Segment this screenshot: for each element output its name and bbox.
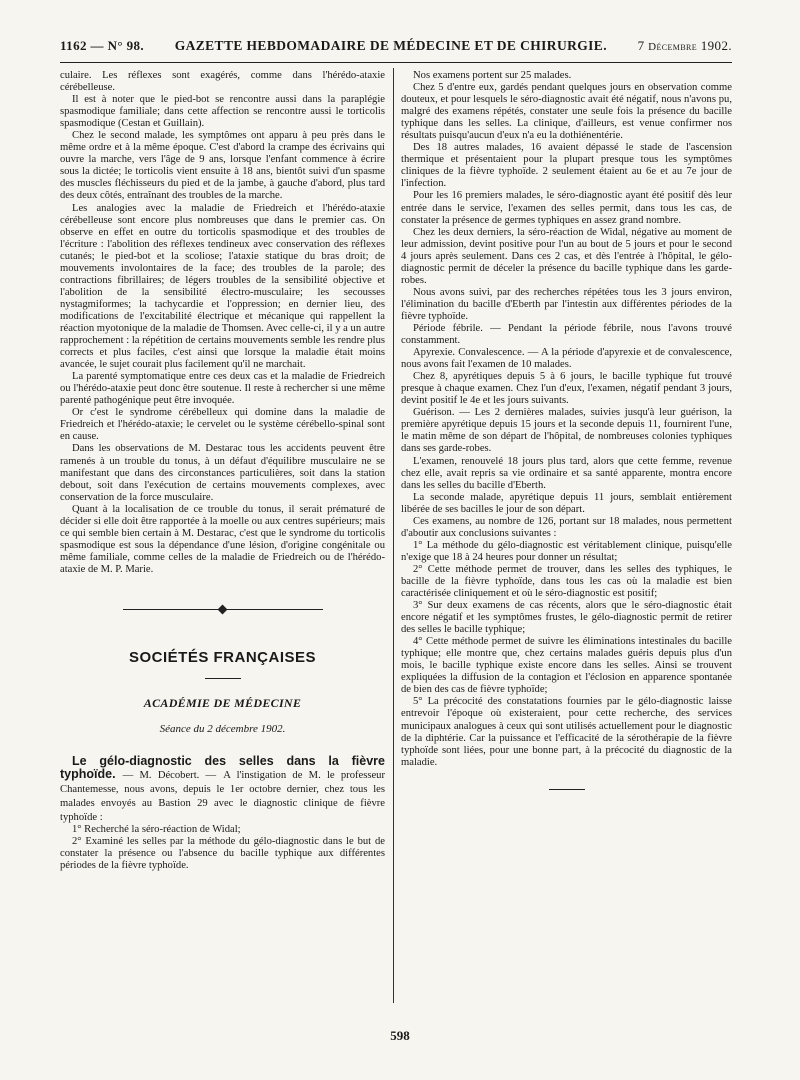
paragraph: L'examen, renouvelé 18 jours plus tard, alors que cette femme, revenue chez elle, avait repris sa vie ordinaire et sa santé apparente, montra encore dans les selles du bacille d'Eberth. [401,455,732,491]
paragraph: Période fébrile. — Pendant la période fébrile, nous l'avons trouvé constamment. [401,322,732,347]
paragraph: Or c'est le syndrome cérébelleux qui domine dans la maladie de Friedreich et l'hérédo-ataxie; le cervelet ou le système cérébello-spinal sont en cause. [60,407,385,443]
paragraph: Nous avons suivi, par des recherches répétées tous les 3 jours environ, l'élimination du bacille d'Eberth par l'intestin aux différentes périodes de la fièvre typhoïde. [401,286,732,322]
paragraph: Les analogies avec la maladie de Friedreich et l'hérédo-ataxie cérébelleuse sont encore plus nombreuses que dans le premier cas. On observe en effet en outre du torticolis spasmodique et des troubles de l'écriture : l'abolition des réflexes tendineux avec conservation des réflexes cutanés; le pied-bot et la scoliose; l'ataxie statique du bras droit; de mouvements involontaires de la face; des troubles de la parole; des contractions fibrillaires; de légers troubles de la sensibilité objective et l'abolition de la sensibilité électro-musculaire; les secousses nystagmiformes; la tachycardie et l'oppression; en dernier lieu, des modifications de l'excitabilité électrique et mécanique qui rappellent la réaction myotonique de la maladie de Thomsen. Avec celle-ci, il y a un autre rapprochement : la répétition de certains mouvements semble les rendre plus corrects et plus faciles, c'est ainsi que lorsque la maladie était moins avancée, le sujet courait plus facilement qu'il ne marchait. [60,202,385,371]
header-page-issue: 1162 — N° 98. [60,38,145,53]
paragraph: 1° La méthode du gélo-diagnostic est véritablement clinique, puisqu'elle n'exige que 18 à 24 heures pour donner un résultat; [401,539,732,563]
paragraph: Pour les 16 premiers malades, le séro-diagnostic ayant été positif dès leur entrée dans le service, l'examen des selles permit, dans tous les cas, de constater la présence de germes typhiques en assez grand nombre. [401,190,732,226]
paragraph: Ces examens, au nombre de 126, portant sur 18 malades, nous permettent d'aboutir aux conclusions suivantes : [401,515,732,539]
paragraph: Des 18 autres malades, 16 avaient dépassé le stade de l'ascension thermique et présentaient pour la plupart presque tous les symptômes cliniques de la fièvre typhoïde. 2 seulement étaient au 6e et au 7e jour de l'infection. [401,142,732,190]
paragraph: Apyrexie. Convalescence. — A la période d'apyrexie et de convalescence, nous avons fait l'examen de 10 malades. [401,347,732,371]
paragraph: 1° Recherché la séro-réaction de Widal; [72,824,241,836]
paragraph: Chez le second malade, les symptômes ont apparu à peu près dans le même ordre et à la même époque. C'est d'abord la crampe des écrivains qui ouvre la marche, vers l'âge de 9 ans, lorsque l'enfant commence à écrire sous la dictée; le torticolis vient ensuite à 18 ans, bientôt suivi d'un spasme des muscles fléchisseurs du pied et de la jambe, à gauche d'abord, plus tard des deux côtés, entraînant des troubles de la marche. [60,130,385,202]
paragraph: Guérison. — Les 2 dernières malades, suivies jusqu'à leur guérison, la première apyrétique depuis 15 jours et la seconde depuis 11, fournirent l'une, le matin même de son départ de l'hôpital, de nombreuses colonies typhiques dans ses garde-robes. [401,407,732,455]
right-column [401,70,732,790]
paragraph: Chez 5 d'entre eux, gardés pendant quelques jours en observation comme douteux, et pour lesquels le séro-diagnostic avait été négatif, nous n'avons pu, malgré des examens répétés, constater une seule fois la présence du bacille typhique dans les selles. La clinique, d'ailleurs, est venue confirmer nos résultats puisqu'aucun d'eux n'a eu la dothiénentérie. [401,82,732,142]
column-divider [393,68,394,1003]
academy-title: ACADÉMIE DE MÉDECINE [143,696,302,711]
session-date: Séance du 2 décembre 1902. [159,723,286,736]
paragraph: Quant à la localisation de ce trouble du tonus, il serait prématuré de décider si elle doit être rapportée à la moelle ou aux centres supérieurs; mais ce qui semble bien certain à M. Destarac, c'est que le syndrome du torticolis spasmodique est sous la dépendance d'une lésion, d'origine congénitale ou même familiale, comme celles de la maladie de Friedreich ou de l'hérédo-ataxie de M. P. Marie. [60,503,385,575]
header-date-month: Décembre [648,41,698,53]
paragraph: La parenté symptomatique entre ces deux cas et la maladie de Friedreich ou l'hérédo-ataxie peut donc être soutenue. Il reste à rechercher si une même parenté pathogénique peut être invoquée. [60,371,385,407]
paragraph: Chez 8, apyrétiques depuis 5 à 6 jours, le bacille typhique fut trouvé presque à chaque examen. Chez l'un d'eux, l'examen, négatif pendant 3 jours, devint positif le 4e et les jours suivants. [401,371,732,407]
paragraph: La seconde malade, apyrétique depuis 11 jours, semblait entièrement libérée de ses bacilles le jour de son départ. [401,491,732,515]
section-title: SOCIÉTÉS FRANÇAISES [128,648,317,666]
page-number: 598 [390,1028,410,1043]
left-column [60,70,385,872]
header-rule [60,62,732,63]
header-date [638,38,732,54]
header-date-day: 7 [637,38,645,53]
header-date-year: 1902. [700,38,732,53]
paragraph: Il est à noter que le pied-bot se rencontre aussi dans la paraplégie spasmodique familiale; dans cette affection se rencontre aussi le torticolis spasmodique (Cestan et Guillain). [60,94,385,130]
paragraph: Chez les deux derniers, la séro-réaction de Widal, négative au moment de leur admission, devint positive pour l'un au bout de 5 jours et pour le second 4 jours après seulement. Dans ces 2 cas, et dès l'entrée à l'hôpital, le gélo-diagnostic permit de déceler la présence du bacille typhique dans les garde-robes. [401,226,732,286]
paragraph: culaire. Les réflexes sont exagérés, comme dans l'hérédo-ataxie cérébelleuse. [60,70,385,94]
paragraph: 3° Sur deux examens de cas récents, alors que le séro-diagnostic était encore négatif et les symptômes frustes, le gélo-diagnostic permit de retirer des selles le bacille typhique; [401,600,732,636]
end-rule [549,789,585,790]
running-header [60,38,732,58]
paragraph: Nos examens portent sur 25 malades. [413,70,572,81]
paragraph: 4° Cette méthode permet de suivre les éliminations intestinales du bacille typhique; elle montre que, chez certains malades guéris depuis plus d'un mois, le bacille typhique existe encore dans les selles. Ainsi se trouvent expliquées la diffusion de la contagion et l'éclosion en apparence spontanée de bien des cas de fièvre typhoïde; [401,636,732,696]
article-author: — M. Décobert. — [122,770,217,782]
article-title: Le gélo-diagnostic des selles dans la fièvre typhoïde. [60,754,385,782]
ornamental-divider [123,606,323,614]
header-journal-title: GAZETTE HEBDOMADAIRE DE MÉDECINE ET DE CHIRURGIE. [174,38,607,53]
paragraph: 5° La précocité des constatations fournies par le gélo-diagnostic laisse entrevoir l'époque où existeraient, pour cette recherche, des services municipaux analogues à ceux qui sont utilisés actuellement pour le diagnostic de la diphtérie. Car la puissance et l'efficacité de la sérothérapie de la fièvre typhoïde sont liées, pour une bonne part, à la précocité du diagnostic de la maladie. [401,696,732,768]
paragraph: 2° Examiné les selles par la méthode du gélo-diagnostic dans le but de constater la présence ou l'absence du bacille typhique aux différentes périodes de la fièvre typhoïde. [60,836,385,872]
article-intro: A l'instigation de M. le professeur Chantemesse, nous avons, depuis le 1er octobre dernier, chez tous les malades envoyés au Bastion 29 avec le diagnostic clinique de fièvre typhoïde : [60,770,386,824]
paragraph: 2° Cette méthode permet de trouver, dans les selles des typhiques, le bacille de la fièvre typhoïde, dans tous les cas où la maladie est bien caractérisée cliniquement et où le séro-diagnostic est positif; [401,563,732,600]
paragraph: Dans les observations de M. Destarac tous les accidents peuvent être ramenés à un trouble du tonus, à un défaut d'équilibre musculaire ne se manifestant que dans des circonstances particulières, soit dans la station debout, soit dans l'exécution de certains mouvements complexes, avec conservation de la force musculaire. [60,443,385,503]
article-title-block [60,755,385,824]
short-rule [205,678,241,679]
